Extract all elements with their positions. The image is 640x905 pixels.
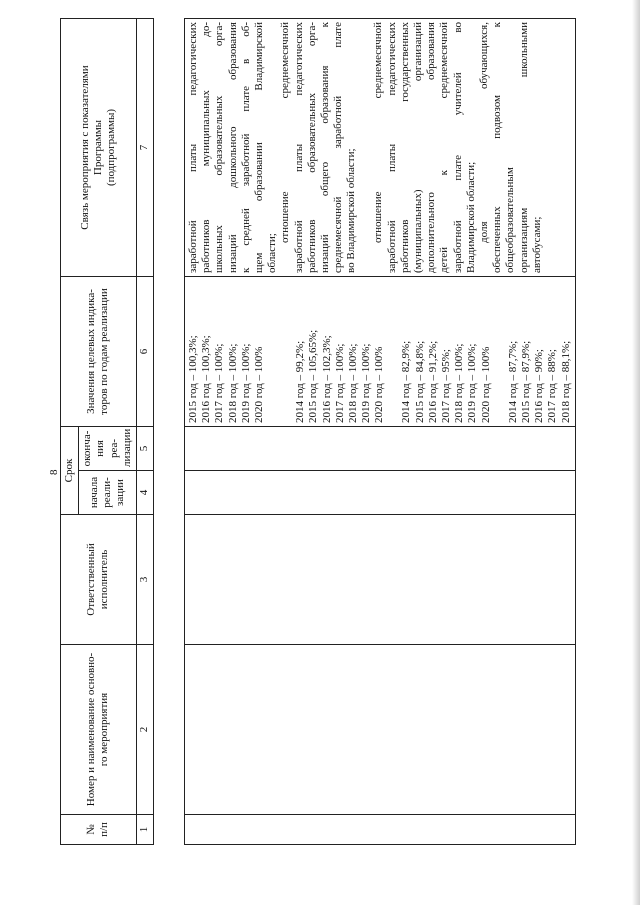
header-col-indicators: Значения целевых индика- торов по годам реализации (61, 277, 137, 427)
cell-end (185, 427, 576, 471)
col-number-1: 1 (136, 815, 153, 845)
link-line: автобусами; (530, 216, 543, 273)
body-table (184, 18, 576, 845)
value-line: 2016 год – 90%; (533, 349, 546, 423)
link-line: доля обучающихся, (477, 22, 490, 243)
value-line: 2014 год – 87,7%; (506, 340, 519, 423)
value-line: 2016 год – 100,3%; (200, 335, 213, 423)
table-row (185, 19, 576, 845)
link-line: организациям школьными (517, 22, 530, 273)
link-line: области; (266, 233, 279, 273)
link-line: (муниципальных) организаций (412, 22, 424, 273)
scan-edge (632, 0, 640, 905)
col-number-7: 7 (136, 19, 153, 277)
link-line: низаций дошкольного образования (226, 22, 239, 273)
header-col-executor: Ответственный исполнитель (61, 515, 137, 645)
link-line: школьных образовательных орга- (213, 22, 226, 273)
link-line: щем образовании Владимирской (252, 22, 265, 273)
col-number-3: 3 (136, 515, 153, 645)
link-line: заработной платы педагогических (187, 22, 199, 273)
value-line: 2017 год – 95%; (440, 349, 452, 423)
value-line: 2020 год – 100% (373, 346, 386, 423)
value-line: 2015 год – 105,65%; (307, 329, 320, 423)
col-number-4: 4 (136, 471, 153, 515)
col-number-2: 2 (136, 645, 153, 815)
page-number: 8 (48, 469, 60, 475)
value-line: 2017 год – 88%; (546, 349, 559, 423)
cell-program-link (185, 19, 576, 277)
value-line: 2018 год – 100%; (453, 343, 466, 423)
value-line: 2019 год – 100%; (466, 343, 479, 423)
link-line: детей к среднемесячной (438, 22, 451, 273)
value-line: 2020 год – 100% (252, 346, 265, 423)
value-line: 2014 год – 99,2%; (294, 340, 307, 423)
col-number-6: 6 (136, 277, 153, 427)
link-line: среднемесячной заработной плате (332, 22, 345, 273)
link-line: низаций общего образования к (318, 22, 331, 273)
link-line: обеспеченных подвозом к (491, 22, 504, 273)
link-line: дополнительного образования (425, 22, 438, 273)
link-line: к средней заработной плате в об- (239, 22, 252, 273)
header-col-measure: Номер и наименование основно- го мероприятия (61, 645, 137, 815)
value-line: 2014 год – 82,9%; (400, 340, 413, 423)
link-line: отношение среднемесячной (279, 22, 292, 243)
value-line: 2015 год – 84,8%; (413, 340, 426, 423)
link-line: заработной платы педагогических (385, 22, 398, 273)
link-line: Владимирской области; (464, 161, 477, 273)
value-line: 2016 год – 91,2%; (426, 340, 439, 423)
value-line: 2015 год – 100,3%; (187, 335, 199, 423)
value-line: 2017 год – 100%; (213, 343, 226, 423)
link-line: работников муниципальных до- (200, 22, 213, 273)
value-line: 2015 год – 87,9%; (519, 340, 532, 423)
value-line: 2019 год – 100%; (360, 343, 373, 423)
header-col-term: Срок (61, 427, 79, 515)
column-numbers-row (136, 19, 153, 845)
value-line: 2016 год – 102,3%; (320, 335, 333, 423)
value-line: 2019 год – 100%; (239, 343, 252, 423)
header-table (60, 18, 154, 845)
rotated-page (48, 10, 572, 875)
cell-executor (185, 515, 576, 645)
cell-indicator-values (185, 277, 576, 427)
cell-measure (185, 645, 576, 815)
header-col-number: № п/п (61, 815, 137, 845)
link-line: заработной плате учителей во (451, 22, 464, 273)
link-line: общеобразовательным (504, 167, 517, 273)
link-line: работников образовательных орга- (305, 22, 318, 273)
link-line: работников государственных (398, 22, 411, 273)
cell-number (185, 815, 576, 845)
header-col-link: Связь мероприятия с показателями Программы (подпрограммы) (61, 19, 137, 277)
value-line: 2017 год – 100%; (333, 343, 346, 423)
value-line: 2020 год – 100% (479, 346, 492, 423)
header-col-end: оконча- ния реа- лизации (79, 427, 137, 471)
header-col-start: начала реали- зации (79, 471, 137, 515)
link-line: заработной платы педагогических (292, 22, 305, 273)
value-line: 2018 год – 100%; (226, 343, 239, 423)
value-line: 2018 год – 100%; (346, 343, 359, 423)
cell-start (185, 471, 576, 515)
link-line: во Владимирской области; (345, 148, 358, 273)
value-line: 2018 год – 88,1%; (559, 340, 572, 423)
col-number-5: 5 (136, 427, 153, 471)
link-line: отношение среднемесячной (372, 22, 385, 243)
